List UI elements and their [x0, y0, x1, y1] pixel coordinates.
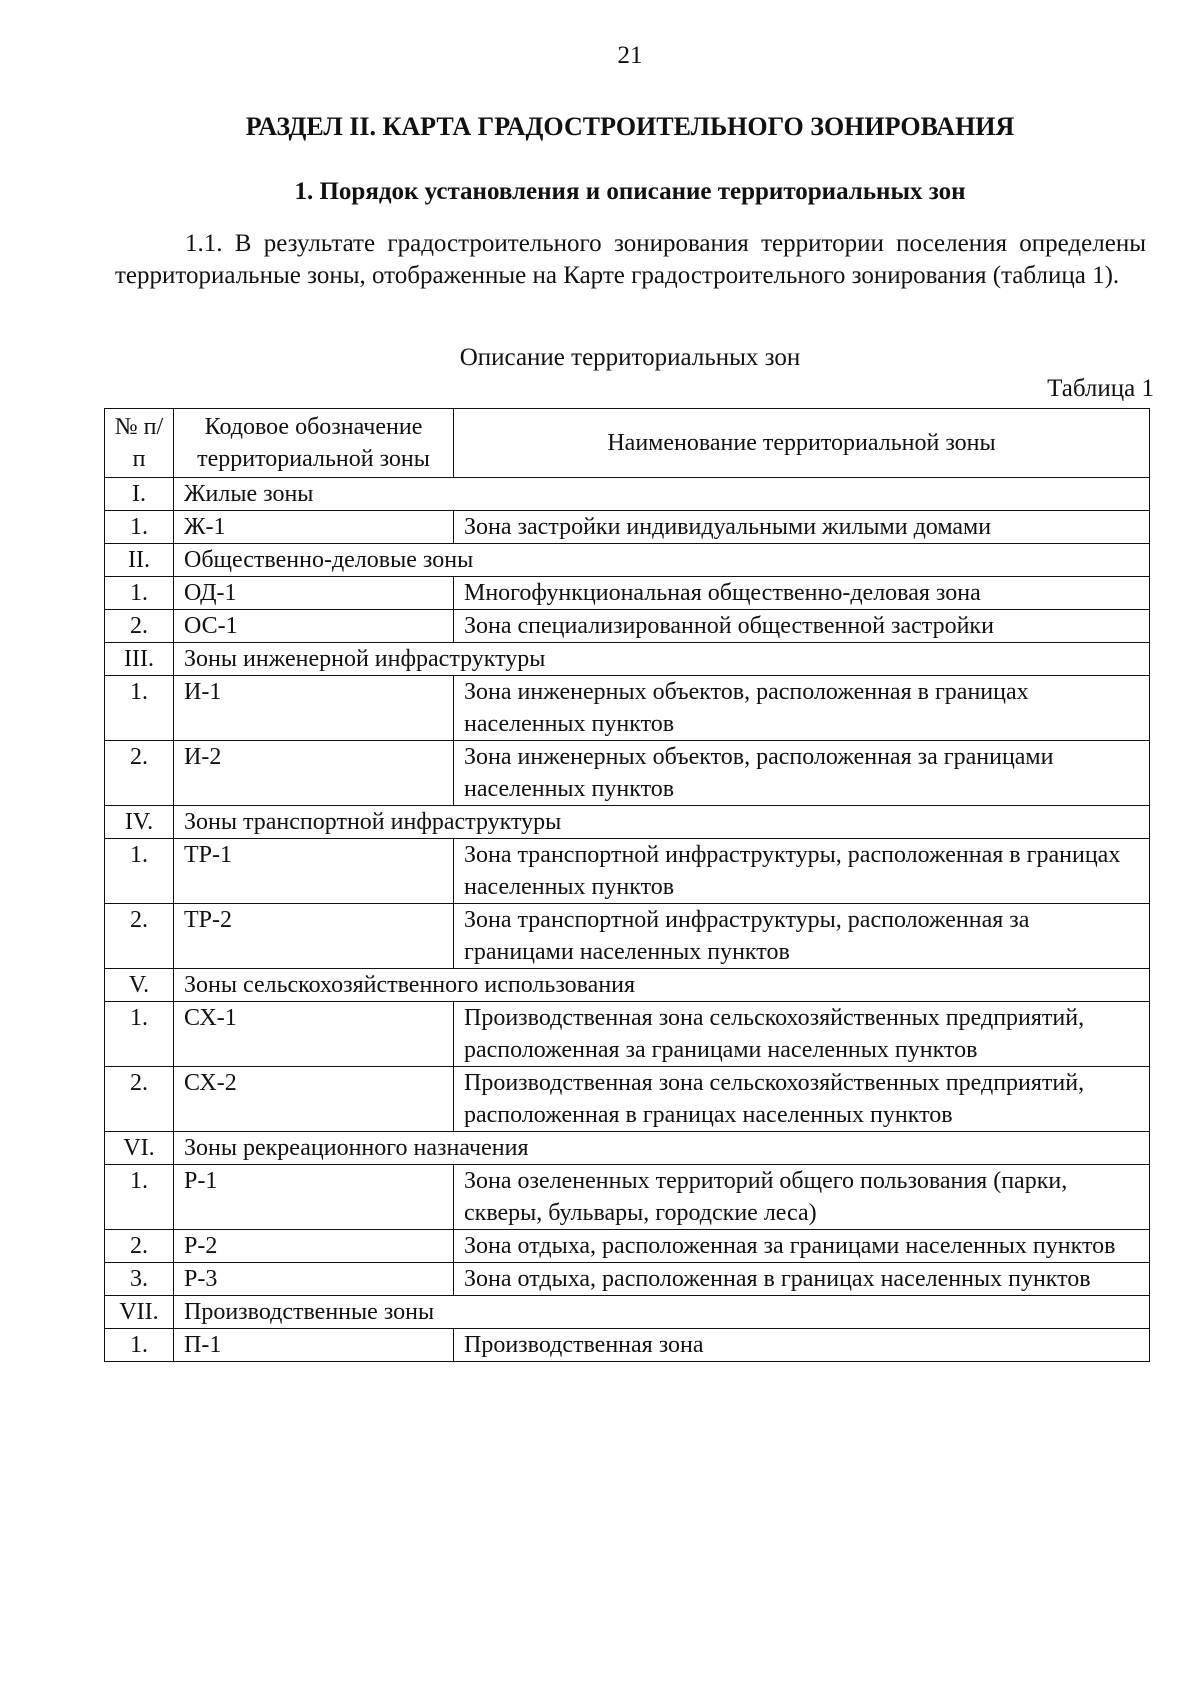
zone-code: ТР-2: [174, 904, 454, 969]
zone-name: Производственная зона: [454, 1329, 1150, 1362]
table-label: Таблица 1: [1047, 375, 1154, 402]
zone-group-row: [105, 478, 1150, 511]
zone-row: [105, 1230, 1150, 1263]
zone-name: Зона специализированной общественной застройки: [454, 610, 1150, 643]
zone-row: [105, 577, 1150, 610]
zone-number: 2.: [105, 904, 174, 969]
zone-row: [105, 511, 1150, 544]
zone-row: [105, 1067, 1150, 1132]
group-title: Зоны рекреационного назначения: [174, 1132, 1150, 1165]
zone-number: 1.: [105, 1165, 174, 1230]
zone-group-row: [105, 1132, 1150, 1165]
section-title: РАЗДЕЛ II. КАРТА ГРАДОСТРОИТЕЛЬНОГО ЗОНИРОВАНИЯ: [245, 112, 1015, 141]
group-number: III.: [105, 643, 174, 676]
zone-number: 1.: [105, 1329, 174, 1362]
zone-name: Зона инженерных объектов, расположенная за границами населенных пунктов: [454, 741, 1150, 806]
zone-number: 2.: [105, 1230, 174, 1263]
zone-code: ТР-1: [174, 839, 454, 904]
page-number: 21: [617, 42, 643, 69]
group-number: II.: [105, 544, 174, 577]
zone-row: [105, 1329, 1150, 1362]
zone-code: СХ-2: [174, 1067, 454, 1132]
zone-group-row: [105, 643, 1150, 676]
zone-row: [105, 904, 1150, 969]
zone-code: И-1: [174, 676, 454, 741]
zone-code: СХ-1: [174, 1002, 454, 1067]
zone-code: ОД-1: [174, 577, 454, 610]
zone-group-row: [105, 969, 1150, 1002]
zone-name: Зона отдыха, расположенная в границах населенных пунктов: [454, 1263, 1150, 1296]
zone-number: 1.: [105, 676, 174, 741]
group-number: V.: [105, 969, 174, 1002]
header-num: № п/п: [105, 409, 174, 478]
zones-table-header: [105, 409, 1150, 478]
group-title: Производственные зоны: [174, 1296, 1150, 1329]
header-name: Наименование территориальной зоны: [454, 409, 1150, 478]
zone-number: 1.: [105, 839, 174, 904]
zone-name: Зона озелененных территорий общего пользования (парки, скверы, бульвары, городские леса): [454, 1165, 1150, 1230]
zone-name: Зона отдыха, расположенная за границами населенных пунктов: [454, 1230, 1150, 1263]
zone-row: [105, 1165, 1150, 1230]
zone-number: 2.: [105, 741, 174, 806]
zone-code: П-1: [174, 1329, 454, 1362]
zone-code: Р-1: [174, 1165, 454, 1230]
zone-row: [105, 610, 1150, 643]
zone-code: Ж-1: [174, 511, 454, 544]
header-code: Кодовое обозначение территориальной зоны: [174, 409, 454, 478]
group-number: IV.: [105, 806, 174, 839]
zone-name: Многофункциональная общественно-деловая зона: [454, 577, 1150, 610]
zone-row: [105, 676, 1150, 741]
zones-table-body: [105, 478, 1150, 1362]
zones-table: [104, 408, 1150, 1362]
table-caption: Описание территориальных зон: [459, 344, 801, 371]
zone-number: 2.: [105, 610, 174, 643]
subsection-title: 1. Порядок установления и описание территориальных зон: [294, 178, 966, 205]
group-number: VII.: [105, 1296, 174, 1329]
intro-paragraph: 1.1. В результате градостроительного зонирования территории поселения определены территориальные зоны, отображенные на Карте градостроительного зонирования (таблица 1).: [115, 230, 1146, 289]
group-number: VI.: [105, 1132, 174, 1165]
zone-row: [105, 1263, 1150, 1296]
group-title: Общественно-деловые зоны: [174, 544, 1150, 577]
zone-group-row: [105, 544, 1150, 577]
zone-number: 1.: [105, 577, 174, 610]
zone-group-row: [105, 1296, 1150, 1329]
header-row: [105, 409, 1150, 478]
zone-name: Производственная зона сельскохозяйственных предприятий, расположенная в границах населенных пунктов: [454, 1067, 1150, 1132]
zone-code: Р-2: [174, 1230, 454, 1263]
zone-row: [105, 839, 1150, 904]
group-title: Зоны сельскохозяйственного использования: [174, 969, 1150, 1002]
zone-row: [105, 1002, 1150, 1067]
zone-code: И-2: [174, 741, 454, 806]
zone-number: 1.: [105, 1002, 174, 1067]
group-title: Зоны инженерной инфраструктуры: [174, 643, 1150, 676]
zone-code: Р-3: [174, 1263, 454, 1296]
zone-number: 1.: [105, 511, 174, 544]
zone-row: [105, 741, 1150, 806]
group-title: Жилые зоны: [174, 478, 1150, 511]
zone-group-row: [105, 806, 1150, 839]
zone-name: Зона транспортной инфраструктуры, расположенная в границах населенных пунктов: [454, 839, 1150, 904]
zone-code: ОС-1: [174, 610, 454, 643]
zone-name: Зона транспортной инфраструктуры, расположенная за границами населенных пунктов: [454, 904, 1150, 969]
zone-number: 2.: [105, 1067, 174, 1132]
group-number: I.: [105, 478, 174, 511]
zone-name: Зона инженерных объектов, расположенная в границах населенных пунктов: [454, 676, 1150, 741]
group-title: Зоны транспортной инфраструктуры: [174, 806, 1150, 839]
zone-number: 3.: [105, 1263, 174, 1296]
zone-name: Производственная зона сельскохозяйственных предприятий, расположенная за границами населенных пунктов: [454, 1002, 1150, 1067]
zone-name: Зона застройки индивидуальными жилыми домами: [454, 511, 1150, 544]
